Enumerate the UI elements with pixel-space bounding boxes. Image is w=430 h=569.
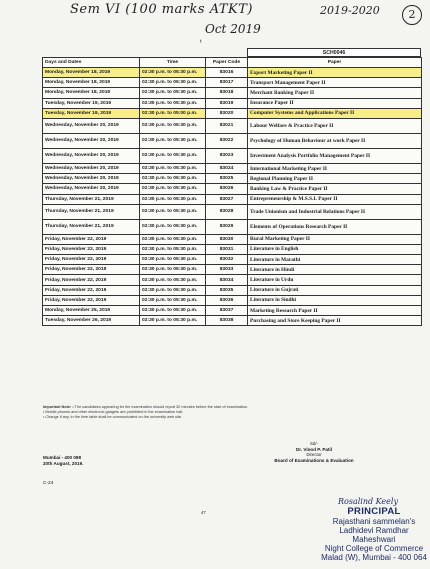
important-note — [43, 405, 373, 420]
row-time: 02:30 p.m. to 05:30 p.m. — [140, 163, 206, 173]
row-time: 02:30 p.m. to 05:30 p.m. — [140, 184, 206, 194]
row-time: 02:30 p.m. to 05:30 p.m. — [140, 68, 206, 78]
principal-title: PRINCIPAL — [347, 506, 401, 517]
row-paper-name: Labour Welfare & Practice Paper II — [248, 118, 422, 133]
row-paper-name: Literature in Sindhi — [248, 295, 422, 305]
handwritten-title: Sem VI (100 marks ATKT) — [70, 2, 254, 17]
table-row — [43, 174, 422, 184]
row-day: Monday, November 25, 2019 — [43, 306, 140, 316]
row-paper-name: Entrepreneurship & M.S.S.I. Paper II — [248, 194, 422, 204]
row-paper-code: 83019 — [206, 98, 248, 108]
row-paper-code: 83020 — [206, 108, 248, 118]
table-row — [43, 98, 422, 108]
table-row — [43, 118, 422, 133]
row-day: Wednesday, November 20, 2019 — [43, 174, 140, 184]
row-day: Tuesday, November 19, 2019 — [43, 108, 140, 118]
row-time: 02:30 p.m. to 05:30 p.m. — [140, 275, 206, 285]
table-row — [43, 108, 422, 118]
sd-mark: Sd/- — [309, 441, 319, 446]
principal-stamp — [318, 497, 430, 562]
place-date-block — [43, 455, 83, 467]
table-row — [43, 163, 422, 173]
row-paper-code: 83026 — [206, 184, 248, 194]
row-paper-name: Purchasing and Store Keeping Paper II — [248, 316, 422, 326]
table-row — [43, 265, 422, 275]
table-row — [43, 88, 422, 98]
row-day: Tuesday, November 26, 2019 — [43, 316, 140, 326]
header-time: Time — [140, 58, 206, 68]
row-time: 02:30 p.m. to 05:30 p.m. — [140, 204, 206, 219]
handwritten-page-circle: 2 — [402, 5, 422, 25]
note-line-1: • The candidates appearing for the examination should report 30 minutes before the start of examination. — [72, 405, 249, 409]
table-row — [43, 306, 422, 316]
row-paper-code: 83025 — [206, 174, 248, 184]
row-paper-code: 83016 — [206, 68, 248, 78]
row-paper-name: Investment Analysis Portfolio Management Paper II — [248, 148, 422, 163]
row-day: Thursday, November 21, 2019 — [43, 219, 140, 234]
row-paper-name: Computer Systems and Applications Paper II — [248, 108, 422, 118]
director-signature-block — [254, 441, 374, 463]
table-row — [43, 68, 422, 78]
row-time: 02:30 p.m. to 05:30 p.m. — [140, 219, 206, 234]
stamp-line-4: Malad (W), Mumbai - 400 064 — [321, 553, 427, 562]
stamp-line-1: Rajasthani sammelan's — [332, 517, 416, 526]
row-paper-code: 83033 — [206, 265, 248, 275]
row-time: 02:30 p.m. to 05:30 p.m. — [140, 88, 206, 98]
row-time: 02:30 p.m. to 05:30 p.m. — [140, 118, 206, 133]
row-day: Friday, November 22, 2019 — [43, 275, 140, 285]
table-row — [43, 316, 422, 326]
row-day: Friday, November 22, 2019 — [43, 234, 140, 244]
table-row — [43, 255, 422, 265]
row-day: Wednesday, November 20, 2019 — [43, 133, 140, 148]
row-paper-name: Marketing Research Paper II — [248, 306, 422, 316]
row-paper-code: 83034 — [206, 275, 248, 285]
row-time: 02:30 p.m. to 05:30 p.m. — [140, 234, 206, 244]
row-time: 02:30 p.m. to 05:30 p.m. — [140, 98, 206, 108]
row-paper-name: Psychology of Human Behaviour at work Paper II — [248, 133, 422, 148]
row-day: Monday, November 18, 2019 — [43, 68, 140, 78]
row-day: Friday, November 22, 2019 — [43, 285, 140, 295]
row-paper-code: 83029 — [206, 219, 248, 234]
stamp-line-2: Ladhidevi Ramdhar Maheshwari — [339, 526, 409, 544]
row-time: 02:30 p.m. to 05:30 p.m. — [140, 174, 206, 184]
table-row — [43, 204, 422, 219]
row-paper-name: Merchant Banking Paper II — [248, 88, 422, 98]
table-row — [43, 275, 422, 285]
row-paper-name: Rural Marketing Paper II — [248, 234, 422, 244]
row-paper-name: Insurance Paper II — [248, 98, 422, 108]
row-paper-name: Literature in Hindi — [248, 265, 422, 275]
row-paper-name: Transport Management Paper II — [248, 78, 422, 88]
row-day: Friday, November 22, 2019 — [43, 255, 140, 265]
row-paper-code: 83024 — [206, 163, 248, 173]
row-day: Wednesday, November 20, 2019 — [43, 118, 140, 133]
row-time: 02:30 p.m. to 05:30 p.m. — [140, 295, 206, 305]
row-time: 02:30 p.m. to 05:30 p.m. — [140, 285, 206, 295]
row-paper-code: 83037 — [206, 306, 248, 316]
row-time: 02:30 p.m. to 05:30 p.m. — [140, 306, 206, 316]
timetable-table — [42, 57, 422, 326]
reference-number: C-24 — [43, 481, 54, 486]
table-row — [43, 194, 422, 204]
row-paper-name: Export Marketing Paper II — [248, 68, 422, 78]
handwritten-year: 2019-2020 — [320, 4, 380, 17]
row-paper-name: Regional Planning Paper II — [248, 174, 422, 184]
note-line-2: • Mobile phones and other electronic gadgets are prohibited in the examination hall. — [43, 410, 184, 414]
row-day: Thursday, November 21, 2019 — [43, 204, 140, 219]
header-paper: Paper — [248, 58, 422, 68]
table-row — [43, 219, 422, 234]
table-header-row — [43, 58, 422, 68]
header-days: Days and Dates — [43, 58, 140, 68]
header-code: Paper Code — [206, 58, 248, 68]
handwritten-date: Oct 2019 — [205, 22, 261, 36]
row-day: Friday, November 22, 2019 — [43, 265, 140, 275]
row-paper-code: 83028 — [206, 204, 248, 219]
row-day: Wednesday, November 20, 2019 — [43, 184, 140, 194]
table-row — [43, 244, 422, 254]
page-number: 47 — [201, 510, 206, 515]
row-time: 02:30 p.m. to 05:30 p.m. — [140, 244, 206, 254]
timetable-body — [43, 68, 422, 326]
note-line-3: • Change if any, in the time table shall be communicated on the university web site. — [43, 415, 183, 419]
row-paper-name: Trade Unionism and Industrial Relations Paper II — [248, 204, 422, 219]
table-row — [43, 295, 422, 305]
row-time: 02:30 p.m. to 05:30 p.m. — [140, 133, 206, 148]
row-paper-name: International Marketing Paper II — [248, 163, 422, 173]
row-time: 02:30 p.m. to 05:30 p.m. — [140, 255, 206, 265]
row-paper-name: Banking Law & Practice Paper II — [248, 184, 422, 194]
row-day: Thursday, November 21, 2019 — [43, 194, 140, 204]
table-row — [43, 234, 422, 244]
row-paper-code: 83032 — [206, 255, 248, 265]
table-row — [43, 133, 422, 148]
table-row — [43, 285, 422, 295]
row-time: 02:30 p.m. to 05:30 p.m. — [140, 194, 206, 204]
row-day: Wednesday, November 20, 2019 — [43, 148, 140, 163]
issue-date: 20th August, 2019. — [43, 461, 84, 466]
row-time: 02:30 p.m. to 05:00 p.m. — [140, 108, 206, 118]
table-row — [43, 184, 422, 194]
row-paper-code: 83023 — [206, 148, 248, 163]
row-day: Monday, November 18, 2019 — [43, 88, 140, 98]
row-day: Monday, November 18, 2019 — [43, 78, 140, 88]
row-paper-code: 83035 — [206, 285, 248, 295]
place-city: Mumbai - 400 098 — [43, 455, 82, 460]
row-time: 02:30 p.m. to 05:30 p.m. — [140, 78, 206, 88]
schedule-code: SCH0046 — [247, 48, 421, 57]
row-paper-name: Literature in Marathi — [248, 255, 422, 265]
table-row — [43, 78, 422, 88]
row-day: Friday, November 22, 2019 — [43, 244, 140, 254]
row-paper-name: Literature in Gujrati — [248, 285, 422, 295]
row-time: 02:30 p.m. to 05:30 p.m. — [140, 148, 206, 163]
principal-signature: Rosalind Keely — [338, 497, 398, 506]
director-name: Dr. Vinod P. Patil — [295, 446, 333, 452]
row-paper-code: 83038 — [206, 316, 248, 326]
note-label: Important Note: — [43, 405, 72, 409]
handwritten-mark: ᵗ — [200, 38, 202, 47]
row-paper-code: 83030 — [206, 234, 248, 244]
row-paper-code: 83027 — [206, 194, 248, 204]
row-paper-code: 83022 — [206, 133, 248, 148]
stamp-line-3: Night College of Commerce — [324, 544, 424, 553]
row-paper-code: 83021 — [206, 118, 248, 133]
row-day: Wednesday, November 20, 2019 — [43, 163, 140, 173]
row-paper-code: 83031 — [206, 244, 248, 254]
row-time: 02:30 p.m. to 05:30 p.m. — [140, 265, 206, 275]
table-row — [43, 148, 422, 163]
row-paper-name: Literature in Urdu — [248, 275, 422, 285]
row-time: 02:30 p.m. to 05:30 p.m. — [140, 316, 206, 326]
row-day: Friday, November 22, 2019 — [43, 295, 140, 305]
row-paper-name: Literature in English — [248, 244, 422, 254]
row-paper-code: 83017 — [206, 78, 248, 88]
director-role: Director — [306, 452, 322, 457]
row-paper-name: Elements of Operations Research Paper II — [248, 219, 422, 234]
row-day: Tuesday, November 19, 2019 — [43, 98, 140, 108]
row-paper-code: 83018 — [206, 88, 248, 98]
board-name: Board of Examinations & Evaluation — [274, 457, 354, 463]
row-paper-code: 83036 — [206, 295, 248, 305]
